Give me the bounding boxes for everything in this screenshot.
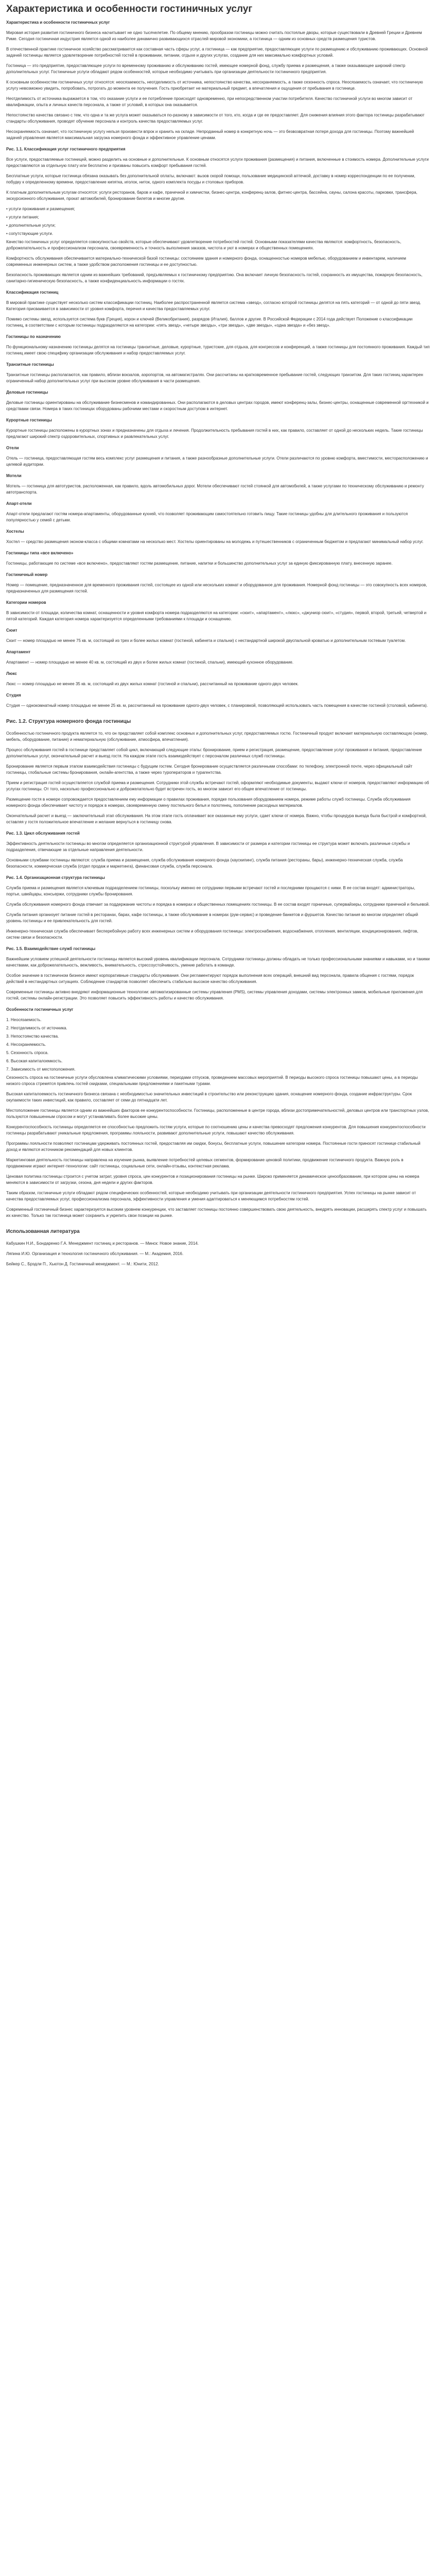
paragraph: Несохраняемость означает, что гостиничную услугу нельзя произвести впрок и хранить на складе. Непроданный номер в конкретную ночь — это безвозвратная потеря дохода для гостиницы. Поэтому важнейшей задачей управления является максимальная загрузка номерного фонда и эффективное управление ценами. [6,129,414,140]
article-body [6,30,430,1267]
paragraph: По функциональному назначению гостиницы делятся на гостиницы транзитные, деловые, курортные, туристские, для отдыха, для конгрессов и конференций, а также гостиницы для постоянного проживания. Каждый тип гостиниц имеет свою специфику организации обслуживания и набор предоставляемых услуг. [6,345,430,355]
paragraph: Особенностью гостиничного продукта является то, что он представляет собой комплекс основных и дополнительных услуг, предоставляемых гостю. Гостиничный продукт включает материальную составляющую (номер, мебель, оборудование, питание) и нематериальную (обслуживание, атмосфера, впечатления). [6,731,428,742]
paragraph: Важнейшим условием успешной деятельности гостиницы является высокий уровень квалификации персонала. Сотрудники гостиницы должны обладать не только профессиональными знаниями и навыками, но и такими качествами, как доброжелательность, вежливость, внимательность, стрессоустойчивость, умение работать в команде. [6,957,430,968]
paragraph: Номер — помещение, предназначенное для временного проживания гостей, состоящее из одной или нескольких комнат и оборудованное для проживания. Номерной фонд гостиницы — это совокупность всех номеров, предназначенных для размещения гостей. [6,583,427,594]
paragraph: Основными службами гостиницы являются: служба приема и размещения, служба обслуживания номерного фонда (хаускипинг), служба питания (рестораны, бары), инженерно-техническая служба, служба безопасности, коммерческая служба (отдел продаж и маркетинга), финансовая служба, служба персонала. [6,858,403,869]
section-heading: Использованная литература [6,1229,80,1234]
paragraph: Размещение гостя в номере сопровождается предоставлением ему информации о правилах проживания, порядке пользования оборудованием номера, режиме работы служб гостиницы. Служба обслуживания номерного фонда обеспечивает чистоту и порядок в номерах, своевременную смену постельного белья и полотенец, пополнение расходных материалов. [6,797,411,808]
paragraph: Гостиницы, работающие по системе «все включено», предоставляют гостям размещение, питание, напитки и большинство дополнительных услуг за единую фиксированную плату, внесенную заранее. [6,561,393,566]
paragraph: Программы лояльности позволяют гостиницам удерживать постоянных гостей, предоставляя им скидки, бонусы, бесплатные услуги, повышение категории номера. Постоянные гости приносят гостинице стабильный доход и являются источником рекомендаций для новых клиентов. [6,1141,421,1152]
paragraph: К основным особенностям гостиничных услуг относятся: неосязаемость, неотделимость от источника, непостоянство качества, несохраняемость, а также сезонность спроса. Неосязаемость означает, что гостиничную услугу невозможно увидеть, попробовать, потрогать до момента ее получения. Гость приобретает не материальный предмет, а впечатления и ощущения от пребывания в гостинице. [6,80,423,91]
paragraph: Прием и регистрация гостей осуществляется службой приема и размещения. Сотрудники этой службы встречают гостей, оформляют необходимые документы, выдают ключи от номеров, предоставляют информацию об услугах гостиницы. От того, насколько профессионально и доброжелательно будет встречен гость, во многом зависит его общее впечатление от гостиницы. [6,781,429,791]
section-heading: Рис. 1.5. Взаимодействие служб гостиницы [6,946,96,951]
paragraph: Местоположение гостиницы является одним из важнейших факторов ее конкурентоспособности. Гостиницы, расположенные в центре города, вблизи достопримечательностей, деловых центров или транспортных узлов, пользуются повышенным спросом и могут устанавливать более высокие цены. [6,1108,429,1119]
paragraph: Деловые гостиницы ориентированы на обслуживание бизнесменов и командированных. Они располагаются в деловых центрах городов, имеют конференц-залы, бизнес-центры, оснащенные современной оргтехникой и средствами связи. Номера в таких гостиницах оборудованы рабочими местами и скоростным доступом в интернет. [6,400,429,411]
paragraph: Современный гостиничный бизнес характеризуется высоким уровнем конкуренции, что заставляет гостиницы постоянно совершенствовать свою деятельность, внедрять инновации, расширять спектр услуг и повышать их качество. Только так гостиница может сохранить и укрепить свои позиции на рынке. [6,1207,427,1218]
section-heading: Студия [6,693,21,698]
paragraph: Эффективность деятельности гостиницы во многом определяется организационной структурой управления. В зависимости от размера и категории гостиницы ее структура может включать различные службы и подразделения, отвечающие за отдельные направления деятельности. [6,841,410,852]
article-page [0,0,436,1267]
paragraph: Хостел — средство размещения эконом-класса с общими комнатами на несколько мест. Хостелы ориентированы на молодежь и путешественников с ограниченным бюджетом и предлагают минимальный набор услуг. [6,539,424,544]
paragraph: Высокая капиталоемкость гостиничного бизнеса связана с необходимостью значительных инвестиций в строительство или реконструкцию здания, оснащение номерного фонда, создание инфраструктуры. Срок окупаемости таких инвестиций, как правило, составляет от семи до пятнадцати лет. [6,1092,412,1103]
paragraph: Бесплатные услуги, которые гостиница обязана оказывать без дополнительной оплаты, включают: вызов скорой помощи, пользование медицинской аптечкой, доставку в номер корреспонденции по ее получении, побудку к определенному времени, предоставление кипятка, иголок, ниток, одного комплекта посуды и столовых приборов. [6,174,415,184]
paragraph: Студия — однокомнатный номер площадью не менее 25 кв. м, рассчитанный на проживание одного-двух человек, с планировкой, позволяющей использовать часть помещения в качестве гостиной (столовой, кабинета). [6,703,428,708]
section-heading: Хостелы [6,529,24,534]
section-heading: Категории номеров [6,600,46,605]
list-item: 4. Несохраняемость. [6,1042,46,1047]
paragraph: Бейкер С., Брэдли П., Хьютон Д. Гостиничный менеджмент. — М.: Юнити, 2012. [6,1262,159,1266]
list-item: 5. Сезонность спроса. [6,1050,49,1055]
paragraph: Бронирование является первым этапом взаимодействия гостиницы с будущим гостем. Сегодня бронирование осуществляется различными способами: по телефону, электронной почте, через официальный сайт гостиницы, глобальные системы бронирования, онлайн-агентства, а также через туроператоров и турагентства. [6,764,413,775]
paragraph: Таким образом, гостиничные услуги обладают рядом специфических особенностей, которые необходимо учитывать при организации деятельности гостиничного предприятия. Успех гостиницы на рынке зависит от качества предоставляемых услуг, профессионализма персонала, эффективности управления и умения адаптироваться к меняющимся потребностям гостей. [6,1191,416,1201]
section-heading: Отели [6,446,19,450]
list-item: • услуги проживания и размещения; [6,207,75,211]
section-heading: Классификация гостиниц [6,290,59,295]
paragraph: Апартамент — номер площадью не менее 40 кв. м, состоящий из двух и более жилых комнат (гостиной, спальни), имеющий кухонное оборудование. [6,660,294,665]
paragraph: Гостиница — это предприятие, предоставляющее услуги по временному проживанию и обслуживанию гостей, имеющее номерной фонд, службу приема и размещения, а также оказывающее широкий спектр дополнительных услуг. Гостиничные услуги обладают рядом особенностей, которые необходимо учитывать при организации деятельности гостиничного предприятия. [6,63,406,74]
paragraph: Ляпина И.Ю. Организация и технология гостиничного обслуживания. — М.: Академия, 2016. [6,1251,184,1256]
paragraph: Маркетинговая деятельность гостиницы направлена на изучение рынка, выявление потребностей целевых сегментов, формирование ценовой политики, продвижение гостиничного продукта. Важную роль в продвижении играют интернет-технологии: сайт гостиницы, социальные сети, онлайн-отзывы, контекстная реклама. [6,1158,404,1168]
list-item: 2. Неотделимость от источника. [6,1026,67,1030]
paragraph: Сезонность спроса на гостиничные услуги обусловлена климатическими условиями, периодами отпусков, проведением массовых мероприятий. В периоды высокого спроса гостиницы повышают цены, а в периоды низкого спроса стремятся привлечь гостей скидками, специальными предложениями и пакетными турами. [6,1075,418,1086]
paragraph: Сюит — номер площадью не менее 75 кв. м, состоящий из трех и более жилых комнат (гостиной, кабинета и спальни) с нестандартной широкой двуспальной кроватью и дополнительным гостевым туалетом. [6,638,406,643]
paragraph: Апарт-отели предлагают гостям номера-апартаменты, оборудованные кухней, что позволяет проживающим самостоятельно готовить пищу. Такие гостиницы удобны для длительного проживания и пользуются популярностью у семей с детьми. [6,512,408,522]
list-item: 3. Непостоянство качества. [6,1034,59,1039]
paragraph: Служба питания организует питание гостей в ресторанах, барах, кафе гостиницы, а также обслуживание в номерах (рум-сервис) и проведение банкетов и фуршетов. Качество питания во многом определяет общий уровень гостиницы и ее привлекательность для гостей. [6,912,418,923]
section-heading: Сюит [6,628,18,633]
paragraph: Помимо системы звезд, используется система букв (Греция), корон и ключей (Великобритания), разрядов (Италия), баллов и другие. В Российской Федерации с 2014 года действует Положение о классификации гостиниц, в соответствии с которым гостиницы подразделяются на категории: «пять звезд», «четыре звезды», «три звезды», «две звезды», «одна звезда» и «без звезд». [6,317,413,328]
section-heading: Курортные гостиницы [6,418,52,422]
paragraph: Курортные гостиницы расположены в курортных зонах и предназначены для отдыха и лечения. Продолжительность пребывания гостей в них, как правило, составляет от одной до нескольких недель. Такие гостиницы предлагают широкий спектр оздоровительных, спортивных и развлекательных услуг. [6,428,423,439]
paragraph: Мотель — гостиница для автотуристов, расположенная, как правило, вдоль автомобильных дорог. Мотели обеспечивают гостей стоянкой для автомобилей, а также услугами по техническому обслуживанию и ремонту автотранспорта. [6,484,424,495]
section-heading: Рис. 1.3. Цикл обслуживания гостей [6,831,80,836]
paragraph: Люкс — номер площадью не менее 35 кв. м, состоящий из двух жилых комнат (гостиной и спальни), рассчитанный на проживание одного-двух человек. [6,682,299,686]
paragraph: Служба приема и размещения является ключевым подразделением гостиницы, поскольку именно ее сотрудники первыми встречают гостей и последними прощаются с ними. В ее состав входят: администраторы, портье, швейцары, консьержи, сотрудники службы бронирования. [6,886,415,896]
paragraph: В зависимости от площади, количества комнат, оснащенности и уровня комфорта номера подразделяются на категории: «сюит», «апартамент», «люкс», «джуниор сюит», «студия», первой, второй, третьей, четвертой и пятой категорий. Каждая категория номера характеризуется определенными требованиями к площади и оснащению. [6,611,427,621]
paragraph: Инженерно-техническая служба обеспечивает бесперебойную работу всех инженерных систем и оборудования гостиницы: электроснабжения, водоснабжения, отопления, вентиляции, кондиционирования, лифтов, систем связи и безопасности. [6,929,418,940]
section-heading: Мотели [6,473,22,478]
paragraph: Неотделимость от источника выражается в том, что оказание услуги и ее потребление происходят одновременно, при непосредственном участии потребителя. Качество гостиничной услуги во многом зависит от квалификации, опыта и личных качеств персонала, а также от условий, в которых она оказывается. [6,96,413,107]
article-title: Характеристика и особенности гостиничных услуг [6,4,253,14]
paragraph: Конкурентоспособность гостиницы определяется ее способностью предложить гостям услуги, которые по соотношению цены и качества превосходят предложения конкурентов. Для повышения конкурентоспособности гостиницы разрабатывают уникальные предложения, программы лояльности, развивают дополнительные услуги, повышают качество обслуживания. [6,1125,426,1136]
paragraph: Качество гостиничных услуг определяется совокупностью свойств, которые обеспечивают удовлетворение потребностей гостей. Основными показателями качества являются: комфортность, безопасность, доброжелательность и профессионализм персонала, своевременность и точность выполнения заказов, чистота и уют в номерах и общественных помещениях. [6,240,402,250]
paragraph: К платным дополнительным услугам относятся: услуги ресторанов, баров и кафе, прачечной и химчистки, бизнес-центра, конференц-залов, фитнес-центра, бассейна, сауны, салона красоты, парковки, трансфера, экскурсионного обслуживания, прокат автомобилей, бронирование билетов и многие другие. [6,190,417,201]
section-heading: Апартамент [6,650,31,654]
section-heading: Транзитные гостиницы [6,362,54,367]
paragraph: Отель — гостиница, предоставляющая гостям весь комплекс услуг размещения и питания, а также разнообразные дополнительные услуги. Отели различаются по уровню комфорта, вместимости, месторасположению и целевой аудитории. [6,456,428,467]
section-heading: Рис. 1.4. Организационная структура гостиницы [6,875,105,880]
list-item: 6. Высокая капиталоемкость. [6,1059,63,1063]
paragraph: Процесс обслуживания гостей в гостинице представляет собой цикл, включающий следующие этапы: бронирование, прием и регистрация, размещение, предоставление услуг проживания и питания, предоставление дополнительных услуг, окончательный расчет и выезд гостя. На каждом этапе гость взаимодействует с персоналом различных служб гостиницы. [6,748,422,758]
section-heading: Деловые гостиницы [6,390,48,395]
paragraph: Ценовая политика гостиницы строится с учетом затрат, уровня спроса, цен конкурентов и позиционирования гостиницы на рынке. Широко применяется динамическое ценообразование, при котором цены на номера меняются в зависимости от загрузки, сезона, дня недели и других факторов. [6,1174,420,1185]
paragraph: Служба обслуживания номерного фонда отвечает за поддержание чистоты и порядка в номерах и общественных помещениях гостиницы. В ее состав входят горничные, супервайзеры, сотрудники прачечной и бельевой. [6,902,430,907]
paragraph: Современные гостиницы активно внедряют информационные технологии: автоматизированные системы управления (PMS), системы управления доходами, системы электронных замков, мобильные приложения для гостей, системы онлайн-регистрации. Это позволяет повысить эффективность работы и качество обслуживания. [6,990,423,1001]
list-item: 1. Неосязаемость. [6,1018,42,1022]
paragraph: Транзитные гостиницы располагаются, как правило, вблизи вокзалов, аэропортов, на автомагистралях. Они рассчитаны на кратковременное пребывание гостей, следующих транзитом. Для таких гостиниц характерен ограниченный набор дополнительных услуг при высоком уровне обслуживания в части размещения. [6,372,423,383]
paragraph: Особое значение в гостиничном бизнесе имеют корпоративные стандарты обслуживания. Они регламентируют порядок выполнения всех операций, внешний вид персонала, правила общения с гостями, порядок действий в нестандартных ситуациях. Соблюдение стандартов позволяет обеспечить стабильно высокое качество обслуживания. [6,973,414,984]
list-item: 7. Зависимость от местоположения. [6,1067,76,1072]
section-heading: Гостиничный номер [6,572,48,577]
paragraph: Безопасность проживающих является одним из важнейших требований, предъявляемых к гостиничному предприятию. Она включает личную безопасность гостей, сохранность их имущества, пожарную безопасность, санитарно-гигиеническую безопасность, а также конфиденциальность информации о гостях. [6,273,423,283]
paragraph: Комфортность обслуживания обеспечивается материально-технической базой гостиницы: состоянием здания и номерного фонда, оснащенностью номеров мебелью, оборудованием и инвентарем, наличием современных инженерных систем, а также удобством расположения гостиницы и ее доступностью. [6,256,406,267]
paragraph: Непостоянство качества связано с тем, что одна и та же услуга может оказываться по-разному в зависимости от того, кто, когда и где ее предоставляет. Для снижения влияния этого фактора гостиницы разрабатывают стандарты обслуживания, проводят обучение персонала и контроль качества предоставляемых услуг. [6,113,425,124]
paragraph: Мировая история развития гостиничного бизнеса насчитывает не одно тысячелетие. По общему мнению, прообразом гостиницы можно считать постоялые дворы, которые существовали в Древней Греции и Древнем Риме. Сегодня гостиничная индустрия является одной из наиболее динамично развивающихся отраслей мировой экономики, а гостиница — одним из основных средств размещения туристов. [6,30,422,41]
paragraph: Все услуги, предоставляемые гостиницей, можно разделить на основные и дополнительные. К основным относятся услуги проживания (размещения) и питания, включенные в стоимость номера. Дополнительные услуги предоставляются за отдельную плату или бесплатно и призваны повысить комфорт пребывания гостей. [6,157,429,168]
article-subtitle: Характеристика и особенности гостиничных услуг [6,20,110,25]
section-heading: Особенности гостиничных услуг [6,1007,74,1012]
section-heading: Гостиницы по назначению [6,334,61,339]
list-item: • услуги питания; [6,215,39,219]
section-heading: Гостиницы типа «все включено» [6,551,74,555]
section-heading: Рис. 1.2. Структура номерного фонда гостиницы [6,719,131,724]
list-item: • сопутствующие услуги. [6,231,54,236]
paragraph: В отечественной практике гостиничное хозяйство рассматривается как составная часть сферы услуг, а гостиница — как предприятие, предоставляющее услуги по размещению и обслуживанию проживающих. Основной задачей гостиницы является удовлетворение потребностей гостей в проживании, питании, отдыхе и других услугах, создание для них максимально комфортных условий. [6,47,428,58]
paragraph: Окончательный расчет и выезд — заключительный этап обслуживания. На этом этапе гость оплачивает все оказанные ему услуги, сдает ключи от номера. Важно, чтобы процедура выезда была быстрой и комфортной, оставляя у гостя положительное впечатление и желание вернуться в гостиницу снова. [6,814,427,824]
section-heading: Апарт-отели [6,501,32,506]
section-heading: Люкс [6,671,17,676]
section-heading: Рис. 1.1. Классификация услуг гостиничного предприятия [6,147,126,151]
list-item: • дополнительные услуги; [6,223,56,228]
paragraph: В мировой практике существует несколько систем классификации гостиниц. Наиболее распространенной является система «звезд», согласно которой гостиницы делятся на пять категорий — от одной до пяти звезд. Категория присваивается в зависимости от уровня комфорта, перечня и качества предоставляемых услуг. [6,300,421,311]
paragraph: Кабушкин Н.И., Бондаренко Г.А. Менеджмент гостиниц и ресторанов. — Минск: Новое знание, 2014. [6,1241,199,1246]
